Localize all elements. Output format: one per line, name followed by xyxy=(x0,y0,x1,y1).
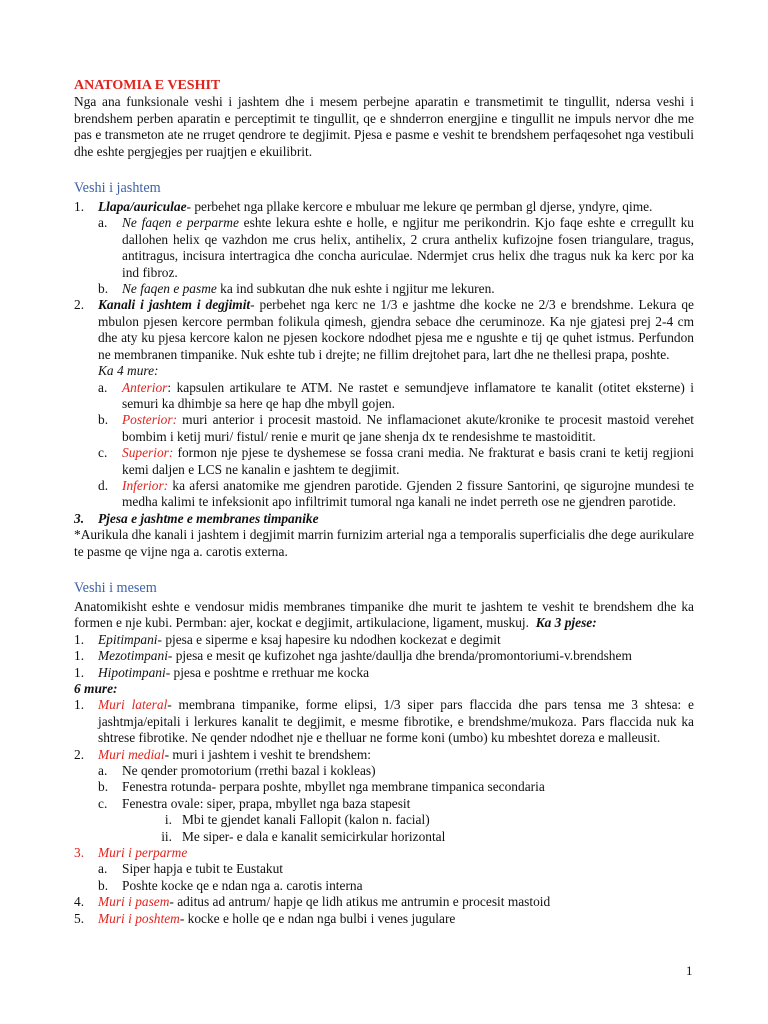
medial-sub-c-i: i. Mbi te gjendet kanali Fallopit (kalon n. facial) xyxy=(164,812,430,828)
walls-label: Ka 4 mure: xyxy=(98,363,159,379)
wall-posterior: b. Posterior: muri anterior i procesit mastoid. Ne inflamacionet akute/kronike te procesit mastoid verehet bombim i ketij muri/ fistul/ renie e murit qe jane shenja dx te rendesishme te mastoiditit. xyxy=(98,412,694,444)
sub-item-front-face: a. Ne faqen e perparme eshte lekura eshte e holle, e ngjitur me perikondrin. Kjo faqe eshte e crregullt ku dallohen helix qe vazhdon me crus helix, antihelix, 2 crura anthelix kufizojne fosen triangulare, tragus, antitragus, incisura intertragica dhe concha auriculae. Ndermjet crus helix dhe tragus nuk ka kerc por ka ind fibroz. xyxy=(98,215,694,280)
wall-inferior-middle: 5. Muri i poshtem- kocke e holle qe e ndan nga bulbi i venes jugulare xyxy=(74,910,456,926)
list-item-tympanic-outer: 3. Pjesa e jashtme e membranes timpanike xyxy=(74,510,319,526)
middle-ear-intro: Anatomikisht eshte e vendosur midis membranes timpanike dhe murit te jashtem te veshit te brendshem dhe ka formen e nje kubi. Permban: ajer, kockat e degjimit, artikulacione, ligament, muskuj. Ka 3 pjese: xyxy=(74,598,694,631)
section-heading-middle-ear: Veshi i mesem xyxy=(74,579,157,596)
medial-sub-b: b. Fenestra rotunda- perpara poshte, mbyllet nga membrane timpanica secondaria xyxy=(98,779,545,795)
wall-inferior: d. Inferior: ka afersi anatomike me gjendren parotide. Gjenden 2 fissure Santorini, qe sigurojne mundesi te medha kalimi te infeksionit apo infiltrimit tumoral nga kanali ne indet perreth ose ne gjendren parotide. xyxy=(98,477,694,510)
wall-superior: c. Superior: formon nje pjese te dyshemese se fossa crani media. Ne frakturat e basis crani te ketij regjioni kemi daljen e LCS ne kanalin e jashtem te degjimit. xyxy=(98,445,694,477)
intro-paragraph: Nga ana funksionale veshi i jashtem dhe i mesem perbejne aparatin e transmetimit te tingullit, ndersa veshi i brendshem perben aparatin e perceptimit te tingullit, qe e shnderron energjine e tingullit ne impuls nervor dhe me pas e transmeton ate ne rruget qendrore te degjimit. Pjesa e pasme e veshit te brendshem perfaqesohet nga vestibuli dhe eshte pergjegjes per ruajtjen e ekuilibrit. xyxy=(74,94,694,159)
wall-lateral: 1. Muri lateral- membrana timpanike, forme elipsi, 1/3 siper pars flaccida dhe pars tensa me 3 shtesa: e jashtmja/epitali i lerkures kanalit te degjimit, e mesme fibrotike, e brendshme/mukoza. Pars flaccida nuk ka shtrese fibrotike. Ne qender ndodhet nje e thelluar ne forme koni (umbo) ku mbeshtet doreza e malleusit. xyxy=(74,697,694,746)
medial-sub-c: c. Fenestra ovale: siper, prapa, mbyllet nga baza stapesit xyxy=(98,795,411,811)
medial-sub-c-ii: ii. Me siper- e dala e kanalit semicirkular horizontal xyxy=(161,828,446,844)
document-title: ANATOMIA E VESHIT xyxy=(74,78,221,93)
wall-medial: 2. Muri medial- muri i jashtem i veshit te brendshem: xyxy=(74,746,371,762)
arterial-note: *Aurikula dhe kanali i jashtem i degjimit marrin furnizim arterial nga a temporalis superficialis dhe dege aurikulare te pasme qe vijne nga a. carotis externa. xyxy=(74,527,694,559)
list-item-ear-canal: 2. Kanali i jashtem i degjimit- perbehet nga kerc ne 1/3 e jashtme dhe kocke ne 2/3 e brendshme. Lekura qe mbulon pjesen kercore permban folikula qimesh, gjendra sebace dhe ceruminoze. Ka nje gjatesi prej 2-4 cm dhe aty ku pjesa kercore kalon ne pjesen kockore ndodhet pjesa me e ngushte e tij qe quhet istmus. Perfundon ne membranen timpanike. Nuk eshte tub i drejte; ne fillim drejtohet para, lart dhe ne thellesi prapa, poshte. xyxy=(74,297,694,362)
page-number: 1 xyxy=(686,963,693,978)
anterior-sub-a: a. Siper hapja e tubit te Eustakut xyxy=(98,861,284,877)
document-page xyxy=(74,78,694,927)
six-walls-label: 6 mure: xyxy=(74,681,118,696)
wall-anterior-middle: 3. Muri i perparme xyxy=(74,845,188,861)
sub-item-back-face: b. Ne faqen e pasme ka ind subkutan dhe nuk eshte i ngjitur me lekuren. xyxy=(98,281,495,297)
section-heading-outer-ear: Veshi i jashtem xyxy=(74,180,161,197)
part-epitympanum: 1. Epitimpani- pjesa e siperme e ksaj hapesire ku ndodhen kockezat e degimit xyxy=(74,631,501,647)
anterior-sub-b: b. Poshte kocke qe e ndan nga a. carotis interna xyxy=(98,877,363,893)
wall-anterior: a. Anterior: kapsulen artikulare te ATM. Ne rastet e semundjeve inflamatore te kanalit (otitet eksterne) i semuri ka dhimbje sa here qe hap dhe mbyll gojen. xyxy=(98,379,694,411)
part-mesotympanum: 1. Mezotimpani- pjesa e mesit qe kufizohet nga jashte/daullja dhe brenda/promontoriumi-v.brendshem xyxy=(74,648,632,664)
part-hypotympanum: 1. Hipotimpani- pjesa e poshtme e rrethuar me kocka xyxy=(74,664,370,680)
list-item-auricle: 1. Llapa/auriculae- perbehet nga pllake kercore e mbuluar me lekure qe permban gl djerse, yndyre, qime. xyxy=(74,199,653,215)
wall-posterior-middle: 4. Muri i pasem- aditus ad antrum/ hapje qe lidh atikus me antrumin e procesit mastoid xyxy=(74,894,551,910)
medial-sub-a: a. Ne qender promotorium (rrethi bazal i kokleas) xyxy=(98,763,376,779)
